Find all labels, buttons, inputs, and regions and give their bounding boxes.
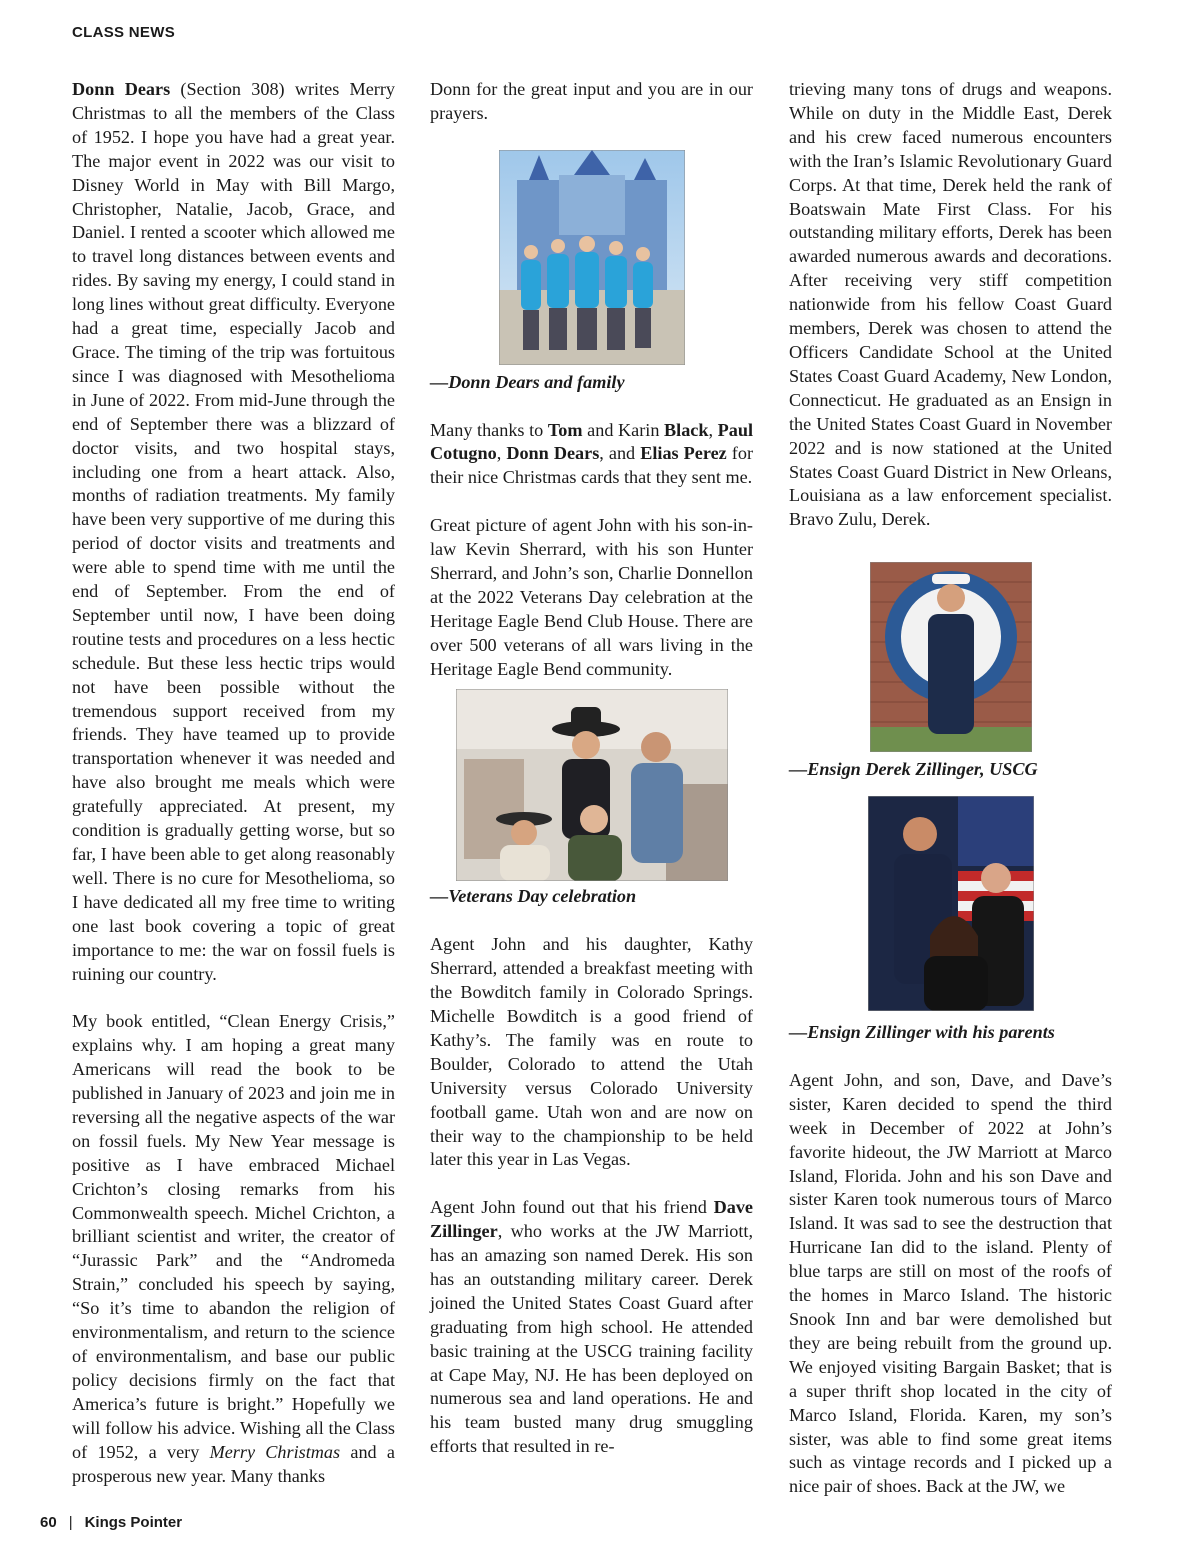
photo-ensign-derek: [870, 562, 1032, 752]
paragraph-text: for their nice Christmas cards that they sent me.: [430, 443, 754, 488]
italic-merry-christmas: Merry Christmas: [209, 1441, 341, 1462]
name-elias-perez: Elias Perez: [640, 443, 727, 464]
paragraph-dave-zillinger: [430, 1196, 753, 1459]
paragraph-thanks-donn: Donn for the great input and you are in our prayers.: [430, 79, 753, 123]
paragraph-book: [72, 1010, 395, 1488]
paragraph-text: (Section 308) writes Merry Christmas to all the members of the Class of 1952. I hope you have had a great year. The major event in 2022 was our visit to Disney World in May with Bill Margo, Christopher, Natalie, Jacob, Grace, and Daniel. I rented a scooter which allowed me to travel long distances between events and rides. By saving my energy, I could stand in long lines without great difficulty. Everyone had a great time, especially Jacob and Grace. The timing of the trip was fortuitous since I was diagnosed with Mesothelioma in June of 2022. From mid-June through the end of September there was a blizzard of doctor visits, and two hospital stays, including one from a heart attack. Also, months of radiation treatments. My family have been very supportive of me during this period of doctor visits and treatments and were able to spend time with me until the end of September. From the end of September until now, I have been doing routine tests and procedures on a less hectic schedule. But these less hectic trips would not have been possible without the tremendous support received from my friends. They have teamed up to provide transportation whenever it was needed and have also brought me meals which were gratefully appreciated. At present, my condition is gradually getting worse, but so far, I have been able to get along reasonably well. There is no cure for Mesothelioma, so I have dedicated all my free time to writing one last book covering a topic of great importance to me: the war on fossil fuels is ruining our country.: [72, 79, 395, 984]
paragraph-text: ,: [708, 419, 718, 440]
caption-ensign-derek: —Ensign Derek Zillinger, USCG: [789, 759, 1038, 780]
photo-ensign-with-parents: [868, 796, 1034, 1011]
photo-veterans-day: [456, 689, 728, 881]
column-3: [789, 78, 1112, 1523]
paragraph-text: My book entitled, “Clean Energy Crisis,” explains why. I am hoping a great many Americans will read the book to be published in January of 2023 and join me in reversing all the negative aspects of the war on fossil fuels. My New Year message is positive as I have embraced Michael Crichton’s closing remarks from his Commonwealth speech. Michel Crichton, a brilliant scientist and writer, the creator of “Jurassic Park” and the “Andromeda Strain,” concluded his speech by saying, “So it’s time to abandon the religion of environmentalism, and return to the science of environmentalism, and base our public policy decisions firmly on the fact that America’s future is bright.” Hopefully we will follow his advice. Wishing all the Class of 1952, a very: [72, 1011, 395, 1462]
caption-donn-dears-family: —Donn Dears and family: [430, 371, 625, 392]
paragraph-text: , who works at the JW Marriott, has an amazing son named Derek. His son has an outstanding military career. Derek joined the United States Coast Guard after graduating from high school. He attended basic training at the USCG training facility at Cape May, NJ. He has been deployed on numerous sea and land operations. He and his team busted many drug smuggling efforts that resulted in re-: [430, 1221, 753, 1457]
name-dave-zillinger: Dave Zillinger: [430, 1197, 753, 1242]
paragraph-text: and a prosperous new year. Many thanks: [72, 1441, 395, 1486]
paragraph-text: , and: [599, 443, 641, 464]
paragraph-donn-dears: [72, 78, 395, 986]
caption-ensign-with-parents: —Ensign Zillinger with his parents: [789, 1022, 1055, 1043]
paragraph-marco-island: Agent John, and son, Dave, and Dave’s sister, Karen decided to spend the third week in December of 2022 at John’s favorite hideout, the JW Marriott at Marco Island, Florida. John and his son Dave and sister Karen took numerous tours of Marco Island. It was sad to see the destruction that Hurricane Ian did to the island. Plenty of blue tarps are still on most of the roofs of the homes in Marco Island. The historic Snook Inn and bar were demolished but they are being rebuilt from the ground up. We enjoyed visiting Bargain Basket; that is a super thrift shop located in the city of Marco Island, Florida. Karen, my son’s sister, was able to find some great items such as vintage records and I picked up a nice pair of shoes. Back at the JW, we: [789, 1069, 1112, 1497]
paragraph-text: ,: [496, 443, 507, 464]
paragraph-christmas-cards: [430, 419, 753, 491]
section-header: CLASS NEWS: [72, 24, 176, 41]
name-donn-dears: Donn Dears: [72, 79, 171, 99]
name-paul-cotugno: Paul Cotugno: [430, 419, 753, 464]
column-1: [72, 78, 395, 1512]
paragraph-derek-career: trieving many tons of drugs and weapons. While on duty in the Middle East, Derek and his crew faced numerous encounters with the Iran’s Islamic Revolutionary Guard Corps. At that time, Derek held the rank of Boatswain Mate First Class. For his outstanding military efforts, Derek has been awarded numerous awards and decorations. After receiving very stiff competition nationwide from his fellow Coast Guard members, Derek was chosen to attend the Officers Candidate School at the United States Coast Guard Academy, New London, Connecticut. He graduated as an Ensign in the United States Coast Guard in November 2022 and is now stationed at the United States Coast Guard District in New Orleans, Louisiana as a law enforcement specialist. Bravo Zulu, Derek.: [789, 79, 1112, 530]
page-footer: [40, 1514, 182, 1531]
name-donn-dears: Donn Dears: [506, 443, 600, 464]
photo-disney-family: [499, 150, 685, 365]
paragraph-bowditch: Agent John and his daughter, Kathy Sherrard, attended a breakfast meeting with the Bowditch family in Colorado Springs. Michelle Bowditch is a good friend of Kathy’s. The family was en route to Boulder, Colorado to attend the Utah University versus Colorado University football game. Utah won and are now on their way to the championship to be held later this year in Las Vegas.: [430, 934, 753, 1170]
name-tom: Tom: [547, 419, 583, 440]
footer-separator: |: [68, 1514, 73, 1531]
name-black: Black: [664, 419, 709, 440]
paragraph-text: and Karin: [582, 419, 665, 440]
column-2: [430, 78, 753, 1483]
paragraph-text: Agent John found out that his friend: [430, 1197, 714, 1218]
paragraph-text: Many thanks to: [430, 419, 548, 440]
page-number: 60: [40, 1514, 57, 1531]
caption-veterans-day: —Veterans Day celebration: [430, 886, 637, 907]
publication-name: Kings Pointer: [84, 1514, 183, 1531]
paragraph-veterans-day: Great picture of agent John with his son-in-law Kevin Sherrard, with his son Hunter Sherrard, and John’s son, Charlie Donnellon at the 2022 Veterans Day celebration at the Heritage Eagle Bend Club House. There are over 500 veterans of all wars living in the Heritage Eagle Bend community.: [430, 515, 753, 679]
